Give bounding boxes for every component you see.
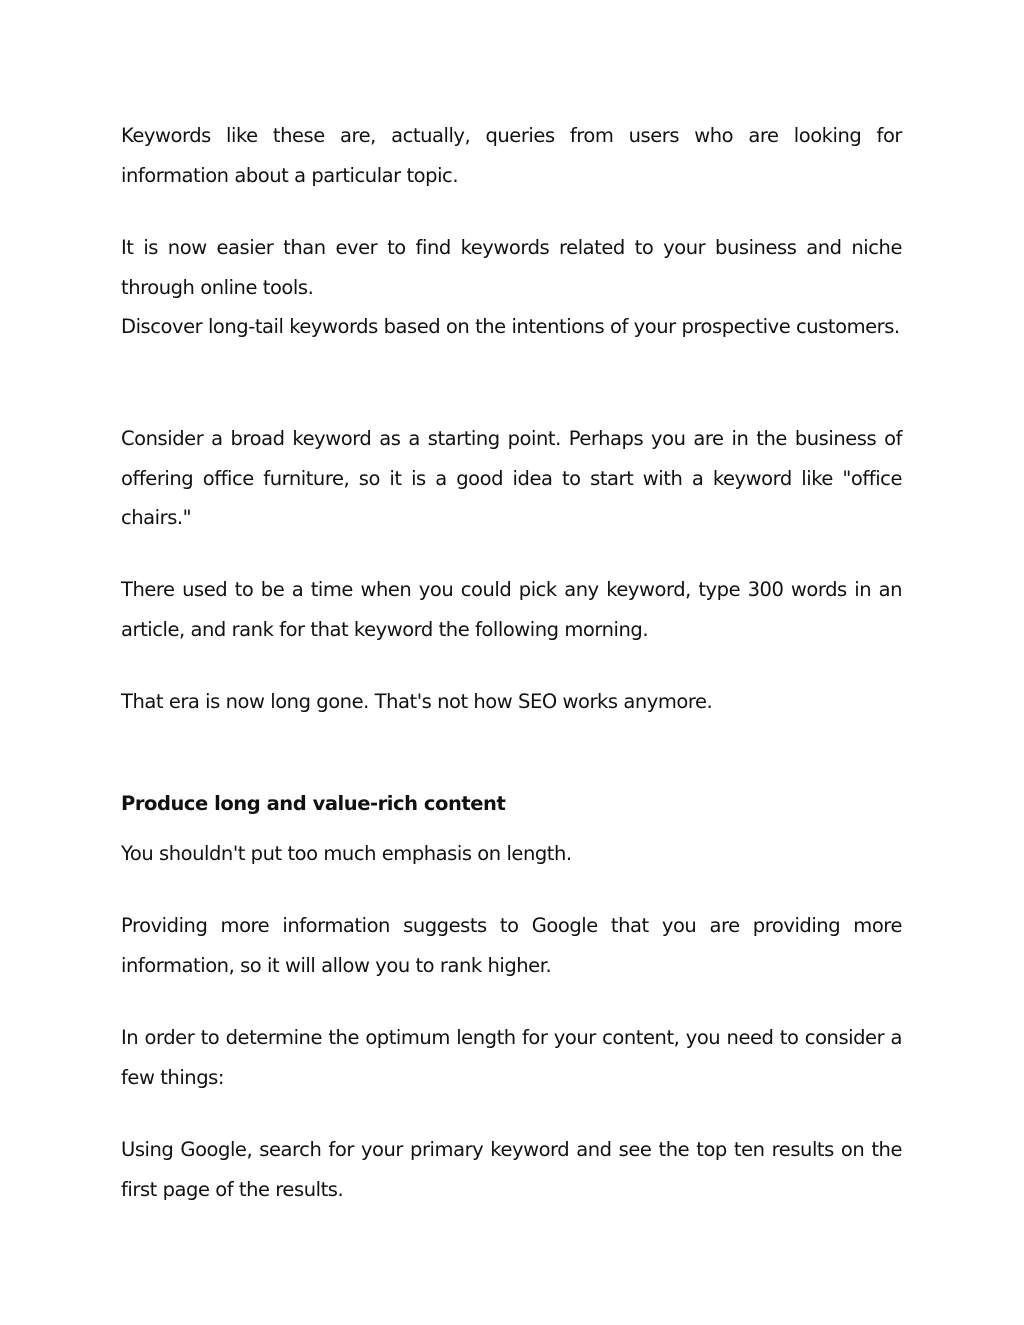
paragraph-online-tools: It is now easier than ever to find keywords related to your business and niche through online tools. [121,236,902,299]
paragraph-long-tail-keywords: Discover long-tail keywords based on the intentions of your prospective customers. [121,315,900,338]
paragraph-broad-keyword: Consider a broad keyword as a starting point. Perhaps you are in the business of offering office furniture, so it is a good idea to start with a keyword like "office chairs." [121,427,902,529]
paragraph-length-emphasis: You shouldn't put too much emphasis on length. [121,842,572,865]
paragraph-optimum-length: In order to determine the optimum length for your content, you need to consider a few things: [121,1026,902,1089]
paragraph-past-seo: There used to be a time when you could pick any keyword, type 300 words in an article, and rank for that keyword the following morning. [121,578,902,641]
paragraph-keywords-queries: Keywords like these are, actually, queries from users who are looking for information about a particular topic. [121,124,902,187]
paragraph-more-information: Providing more information suggests to Google that you are providing more information, so it will allow you to rank higher. [121,914,902,977]
paragraph-era-gone: That era is now long gone. That's not how SEO works anymore. [121,690,713,713]
section-heading: Produce long and value-rich content [121,792,506,815]
paragraph-google-search: Using Google, search for your primary keyword and see the top ten results on the first page of the results. [121,1138,902,1201]
